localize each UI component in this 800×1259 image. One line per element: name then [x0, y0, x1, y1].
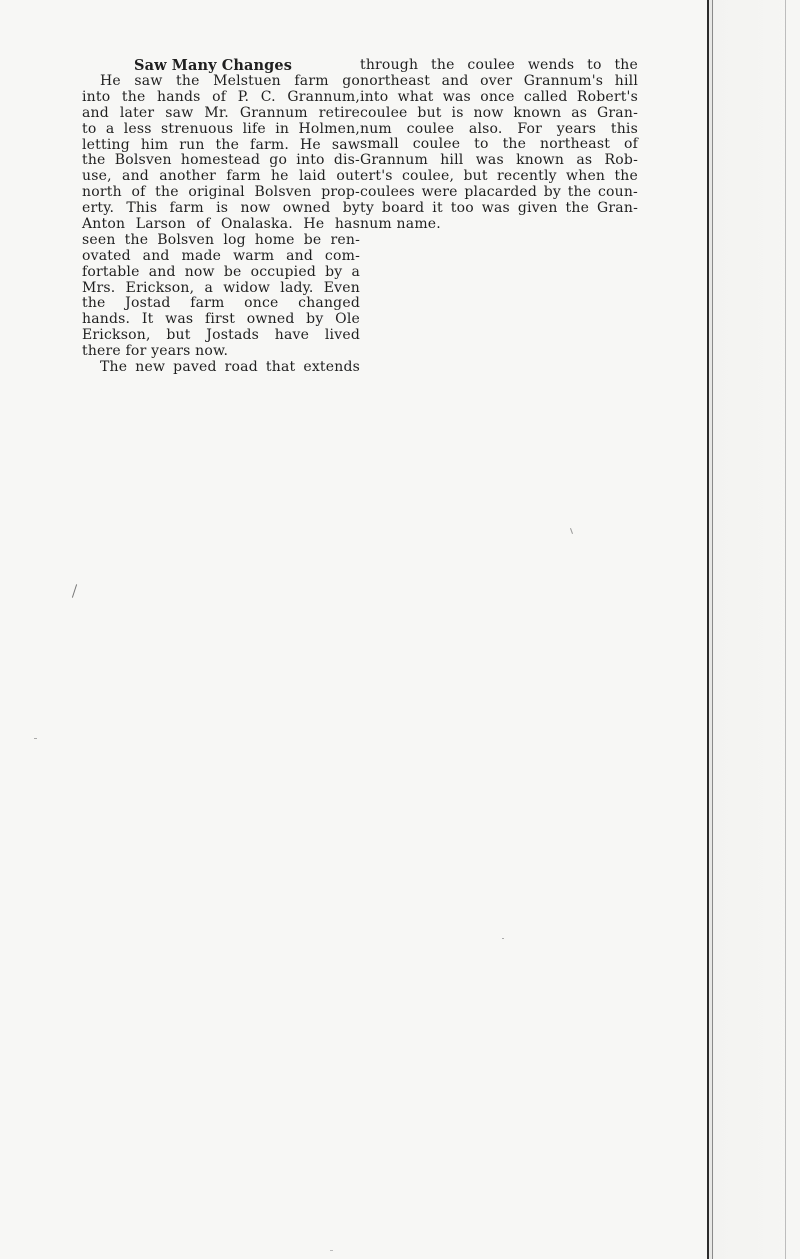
scan-speck	[330, 1250, 333, 1251]
article-right-column	[360, 58, 638, 233]
article-left-column	[82, 58, 360, 376]
binding-edge-line	[707, 0, 709, 1259]
right-line-5: num coulee also. For years this	[360, 120, 638, 137]
left-line-2: into the hands of P. C. Grannum,	[82, 88, 360, 105]
right-line-11: num name.	[360, 215, 441, 232]
left-line-19: The new paved road that extends	[100, 359, 360, 376]
right-line-4: coulee but is now known as Gran-	[360, 104, 638, 121]
scan-speck	[570, 528, 573, 534]
scan-speck	[502, 938, 504, 939]
page-edge-line	[785, 0, 786, 1259]
scan-mark	[72, 584, 77, 598]
left-line-15: the Jostad farm once changed	[82, 295, 360, 312]
right-line-1: through the coulee wends to the	[360, 57, 638, 73]
right-line-7: Grannum hill was known as Rob-	[360, 152, 638, 169]
right-line-2: northeast and over Grannum's hill	[360, 72, 638, 89]
right-line-3: into what was once called Robert's	[360, 88, 638, 105]
left-line-14: Mrs. Erickson, a widow lady. Even	[82, 279, 360, 296]
left-line-17: Erickson, but Jostads have lived	[82, 327, 360, 344]
left-line-7: use, and another farm he laid out	[82, 168, 360, 185]
left-line-8: north of the original Bolsven prop-	[82, 184, 360, 201]
left-line-16: hands. It was first owned by Ole	[82, 311, 360, 328]
left-line-3: and later saw Mr. Grannum retire	[82, 104, 360, 121]
right-line-8: ert's coulee, but recently when the	[360, 168, 638, 185]
left-line-9: erty. This farm is now owned by	[82, 200, 360, 217]
page-edge-strip	[708, 0, 800, 1259]
left-line-11: seen the Bolsven log home be ren-	[82, 231, 360, 248]
left-line-5: letting him run the farm. He saw	[82, 136, 360, 153]
left-line-18: there for years now.	[82, 343, 229, 360]
left-line-10: Anton Larson of Onalaska. He has	[82, 216, 360, 233]
scan-speck	[34, 738, 37, 739]
right-line-10: ty board it too was given the Gran-	[360, 200, 638, 217]
right-line-6: small coulee to the northeast of	[360, 136, 638, 153]
right-line-9: coulees were placarded by the coun-	[360, 184, 638, 201]
left-line-4: to a less strenuous life in Holmen,	[82, 120, 360, 137]
left-line-6: the Bolsven homestead go into dis-	[82, 152, 360, 169]
left-line-1: He saw the Melstuen farm go	[100, 73, 360, 89]
left-line-12: ovated and made warm and com-	[82, 247, 360, 264]
left-line-13: fortable and now be occupied by a	[82, 263, 360, 280]
binding-edge-shadow	[712, 0, 713, 1259]
article-headline: Saw Many Changes	[134, 57, 293, 74]
